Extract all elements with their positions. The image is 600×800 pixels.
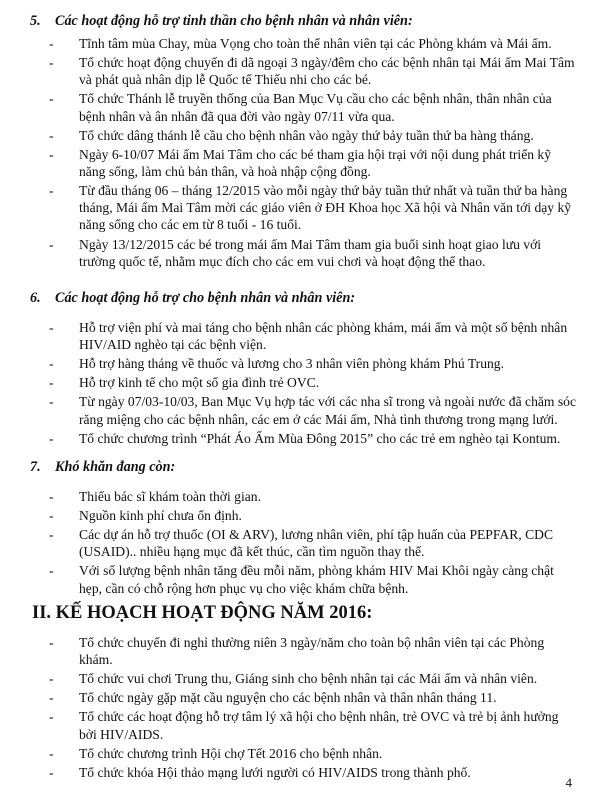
list-item: - Các dự án hỗ trợ thuốc (OI & ARV), lương nhân viên, phí tập huấn của PEPFAR, CDC (USAID).. nhiều hạng mục đã kết thúc, cần tìm nguồn thay thế. — [0, 526, 600, 560]
list-item: - Hỗ trợ kinh tế cho một số gia đình trẻ OVC. — [0, 374, 600, 391]
section-7-title: Khó khăn đang còn: — [55, 459, 176, 475]
list-item: - Tổ chức chương trình Hội chợ Tết 2016 cho bệnh nhân. — [0, 745, 600, 762]
section-5-title: Các hoạt động hỗ trợ tinh thần cho bệnh nhân và nhân viên: — [55, 13, 413, 29]
section-6-number: 6. — [30, 290, 41, 306]
list-item: - Tổ chức chuyến đi nghỉ thường niên 3 ngày/năm cho toàn bộ nhân viên tại các Phòng khám. — [0, 634, 600, 668]
list-item: - Tổ chức các hoạt động hỗ trợ tâm lý xã hội cho bệnh nhân, trẻ OVC và trẻ bị ảnh hưởng bởi HIV/AIDS. — [0, 708, 600, 742]
list-item: - Tổ chức khóa Hội thảo mạng lưới người có HIV/AIDS trong thành phố. — [0, 764, 600, 781]
list-item: - Tổ chức ngày gặp mặt cầu nguyện cho các bệnh nhân và thân nhân tháng 11. — [0, 689, 600, 706]
list-item: - Từ đầu tháng 06 – tháng 12/2015 vào mỗi ngày thứ bảy tuần thứ nhất và tuần thứ ba hàng tháng, Mái ấm Mai Tâm mời các giáo viên ở ĐH Khoa học Xã hội và Nhân văn tới dạy kỹ năng sống cho các em từ 8 tuổi - 16 tuổi. — [0, 182, 600, 234]
list-item: - Từ ngày 07/03-10/03, Ban Mục Vụ hợp tác với các nha sĩ trong và ngoài nước đã chăm sóc răng miệng cho các bệnh nhân, các em ở các Mái ấm, Nhà tình thương trong mạng lưới. — [0, 393, 600, 427]
list-item: - Hỗ trợ hàng tháng về thuốc và lương cho 3 nhân viên phòng khám Phú Trung. — [0, 355, 600, 372]
section-7-number: 7. — [30, 459, 41, 475]
section-7-list — [0, 488, 600, 599]
list-item: - Ngày 13/12/2015 các bé trong mái ấm Mai Tâm tham gia buổi sinh hoạt giao lưu với trường quốc tế, nhằm mục đích cho các em vui chơi và hoạt động thể thao. — [0, 236, 600, 270]
list-item: - Ngày 6-10/07 Mái ấm Mai Tâm cho các bé tham gia hội trại với nội dung phát triển kỹ năng sống, làm chủ bản thân, và hoà nhập cộng đồng. — [0, 146, 600, 180]
list-item: - Tổ chức Thánh lễ truyền thống của Ban Mục Vụ cầu cho các bệnh nhân, thân nhân của bệnh nhân và ân nhân đã qua đời vào ngày 07/11 vừa qua. — [0, 90, 600, 124]
section-5-heading — [30, 13, 413, 30]
section-6-heading — [30, 290, 355, 307]
section-5-list — [0, 35, 600, 272]
list-item: - Tổ chức chương trình “Phát Áo Ấm Mùa Đông 2015” cho các trẻ em nghèo tại Kontum. — [0, 430, 600, 447]
part-2-list — [0, 634, 600, 783]
part-2-heading: II. KẾ HOẠCH HOẠT ĐỘNG NĂM 2016: — [32, 603, 373, 623]
list-item: - Tổ chức hoạt động chuyến đi dã ngoại 3 ngày/đêm cho các bệnh nhân tại Mái ấm Mai Tâm và phát quà nhân dịp lễ Quốc tế Thiếu nhi cho các bé. — [0, 54, 600, 88]
list-item: - Tĩnh tâm mùa Chay, mùa Vọng cho toàn thể nhân viên tại các Phòng khám và Mái ấm. — [0, 35, 600, 52]
page-number: 4 — [565, 775, 572, 790]
section-5-number: 5. — [30, 13, 41, 29]
list-item: - Thiếu bác sĩ khám toàn thời gian. — [0, 488, 600, 505]
list-item: - Tổ chức dâng thánh lễ cầu cho bệnh nhân vào ngày thứ bảy tuần thứ ba hàng tháng. — [0, 127, 600, 144]
section-6-list — [0, 319, 600, 449]
list-item: - Hỗ trợ viện phí và mai táng cho bệnh nhân các phòng khám, mái ấm và một số bệnh nhân HIV/AID nghèo tại các bệnh viện. — [0, 319, 600, 353]
list-item: - Tổ chức vui chơi Trung thu, Giáng sinh cho bệnh nhân tại các Mái ấm và nhân viên. — [0, 670, 600, 687]
list-item: - Nguồn kinh phí chưa ổn định. — [0, 507, 600, 524]
list-item: - Với số lượng bệnh nhân tăng đều mỗi năm, phòng khám HIV Mai Khôi ngày càng chật hẹp, cần có chỗ rộng hơn phục vụ cho việc khám chữa bệnh. — [0, 562, 600, 596]
section-6-title: Các hoạt động hỗ trợ cho bệnh nhân và nhân viên: — [55, 290, 356, 306]
section-7-heading — [30, 459, 175, 476]
